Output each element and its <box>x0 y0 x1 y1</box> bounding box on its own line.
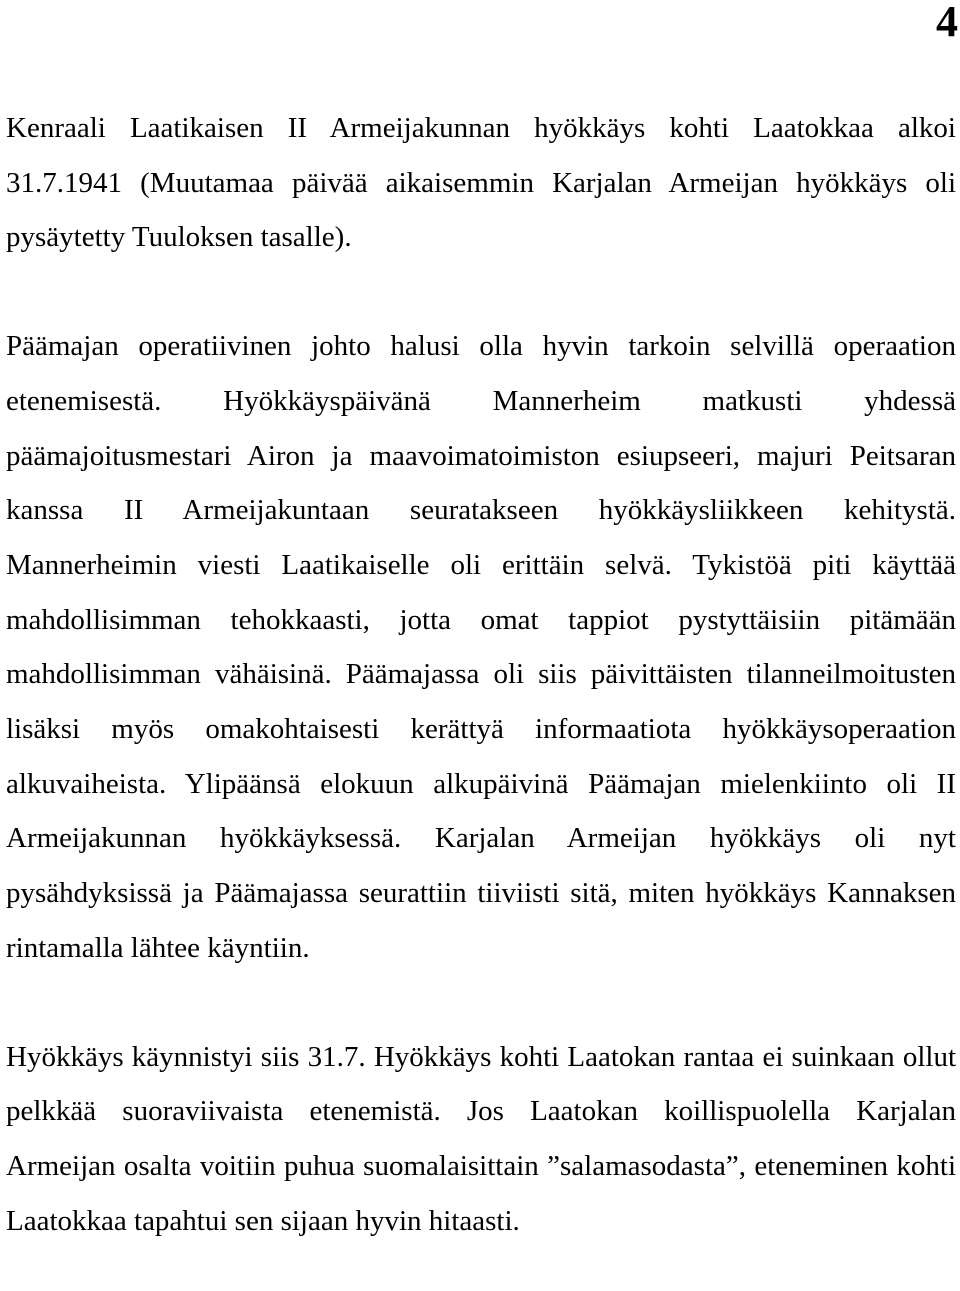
paragraph-2: Päämajan operatiivinen johto halusi olla hyvin tarkoin selvillä operaation etenemisestä. Hyökkäyspäivänä Mannerheim matkusti yhdessä päämajoitusmestari Airon ja maavoimatoimiston esiupseeri, majuri Peitsaran kanssa II Armeijakuntaan seuratakseen hyökkäysliikkeen kehitystä. Mannerheimin viesti Laatikaiselle oli erittäin selvä. Tykistöä piti käyttää mahdollisimman tehokkaasti, jotta omat tappiot pystyttäisiin pitämään mahdollisimman vähäisinä. Päämajassa oli siis päivittäisten tilanneilmoitusten lisäksi myös omakohtaisesti kerättyä informaatiota hyökkäysoperaation alkuvaiheista. Ylipäänsä elokuun alkupäivinä Päämajan mielenkiinto oli II Armeijakunnan hyökkäyksessä. Karjalan Armeijan hyökkäys oli nyt pysähdyksissä ja Päämajassa seurattiin tiiviisti sitä, miten hyökkäys Kannaksen rintamalla lähtee käyntiin. <box>6 330 956 964</box>
paragraph-3: Hyökkäys käynnistyi siis 31.7. Hyökkäys kohti Laatokan rantaa ei suinkaan ollut pelkkää suoraviivaista etenemistä. Jos Laatokan koillispuolella Karjalan Armeijan osalta voitiin puhua suomalaisittain ”salamasodasta”, eteneminen kohti Laatokkaa tapahtui sen sijaan hyvin hitaasti. <box>6 1040 956 1237</box>
document-body <box>6 101 956 1248</box>
paragraph-1: Kenraali Laatikaisen II Armeijakunnan hyökkäys kohti Laatokkaa alkoi 31.7.1941 (Muutamaa päivää aikaisemmin Karjalan Armeijan hyökkäys oli pysäytetty Tuuloksen tasalle). <box>6 112 956 254</box>
page-number: 4 <box>936 0 958 46</box>
